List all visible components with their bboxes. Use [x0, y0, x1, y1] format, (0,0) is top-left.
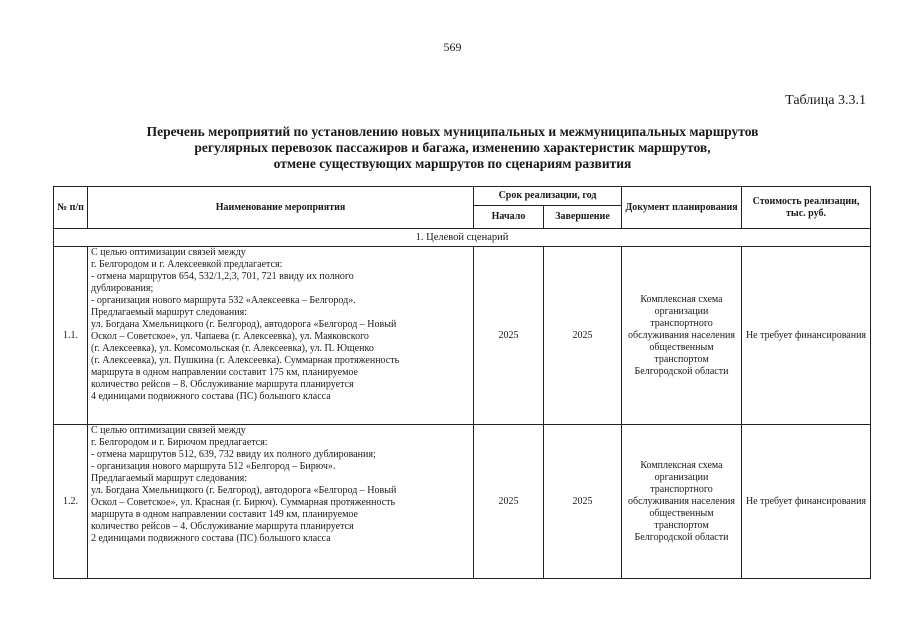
header-start: Начало	[474, 206, 544, 229]
row-description	[88, 425, 474, 579]
header-end: Завершение	[544, 206, 622, 229]
description-line: Предлагаемый маршрут следования:	[91, 473, 247, 484]
title-line: отмене существующих маршрутов по сценариям развития	[273, 156, 632, 171]
row-num: 1.1.	[54, 247, 88, 425]
row-end-year: 2025	[544, 247, 622, 425]
description-line: С целью оптимизации связей между	[91, 247, 246, 258]
description-line: маршрута в одном направлении составит 175 км, планируемое	[91, 367, 358, 378]
description-line: С целью оптимизации связей между	[91, 425, 246, 436]
section-row	[54, 229, 871, 247]
description-line: (г. Алексеевка), ул. Комсомольская (г. Алексеевка), ул. П. Ющенко	[91, 343, 374, 354]
description-line: г. Белгородом и г. Алексеевкой предлагается:	[91, 259, 283, 270]
header-name: Наименование мероприятия	[88, 187, 474, 229]
header-cost: Стоимость реализации, тыс. руб.	[742, 187, 871, 229]
description-line: 2 единицами подвижного состава (ПС) большого класса	[91, 533, 331, 544]
header-document: Документ планирования	[622, 187, 742, 229]
description-line: количество рейсов – 4. Обслуживание маршрута планируется	[91, 521, 354, 532]
row-cost: Не требует финансирования	[742, 425, 871, 579]
description-line: ул. Богдана Хмельницкого (г. Белгород), автодорога «Белгород – Новый	[91, 319, 397, 330]
description-line: - организация нового маршрута 532 «Алексеевка – Белгород».	[91, 295, 356, 306]
description-line: Оскол – Советское», ул. Чапаева (г. Алексеевка), ул. Маяковского	[91, 331, 369, 342]
measures-table	[53, 186, 871, 579]
row-document: Комплексная схема организации транспортного обслуживания населения общественным транспортом Белгородской области	[622, 247, 742, 425]
description-line: ул. Богдана Хмельницкого (г. Белгород), автодорога «Белгород – Новый	[91, 485, 397, 496]
row-end-year: 2025	[544, 425, 622, 579]
row-document: Комплексная схема организации транспортного обслуживания населения общественным транспортом Белгородской области	[622, 425, 742, 579]
description-line: дублирования;	[91, 283, 154, 294]
description-line: - организация нового маршрута 512 «Белгород – Бирюч».	[91, 461, 336, 472]
title-line: Перечень мероприятий по установлению новых муниципальных и межмуниципальных маршрутов	[146, 124, 759, 139]
description-line: 4 единицами подвижного состава (ПС) большого класса	[91, 391, 331, 402]
section-title: 1. Целевой сценарий	[54, 229, 871, 247]
row-start-year: 2025	[474, 425, 544, 579]
description-line: Предлагаемый маршрут следования:	[91, 307, 247, 318]
description-line: Оскол – Советское», ул. Красная (г. Бирюч). Суммарная протяженность	[91, 497, 396, 508]
table-row	[54, 425, 871, 579]
page-number: 569	[443, 40, 462, 54]
table-row	[54, 247, 871, 425]
description-line: количество рейсов – 8. Обслуживание маршрута планируется	[91, 379, 354, 390]
row-num: 1.2.	[54, 425, 88, 579]
header-num: № п/п	[54, 187, 88, 229]
row-cost: Не требует финансирования	[742, 247, 871, 425]
header-period: Срок реализации, год	[474, 187, 622, 206]
document-title	[60, 124, 845, 172]
row-start-year: 2025	[474, 247, 544, 425]
table-label: Таблица 3.3.1	[785, 93, 866, 108]
description-line: - отмена маршрутов 512, 639, 732 ввиду их полного дублирования;	[91, 449, 376, 460]
description-line: маршрута в одном направлении составит 149 км, планируемое	[91, 509, 358, 520]
description-line: - отмена маршрутов 654, 532/1,2,3, 701, 721 ввиду их полного	[91, 271, 354, 282]
title-line: регулярных перевозок пассажиров и багажа, изменению характеристик маршрутов,	[194, 140, 711, 155]
description-line: (г. Алексеевка), ул. Пушкина (г. Алексеевка). Суммарная протяженность	[91, 355, 400, 366]
description-line: г. Белгородом и г. Бирючом предлагается:	[91, 437, 268, 448]
row-description	[88, 247, 474, 425]
